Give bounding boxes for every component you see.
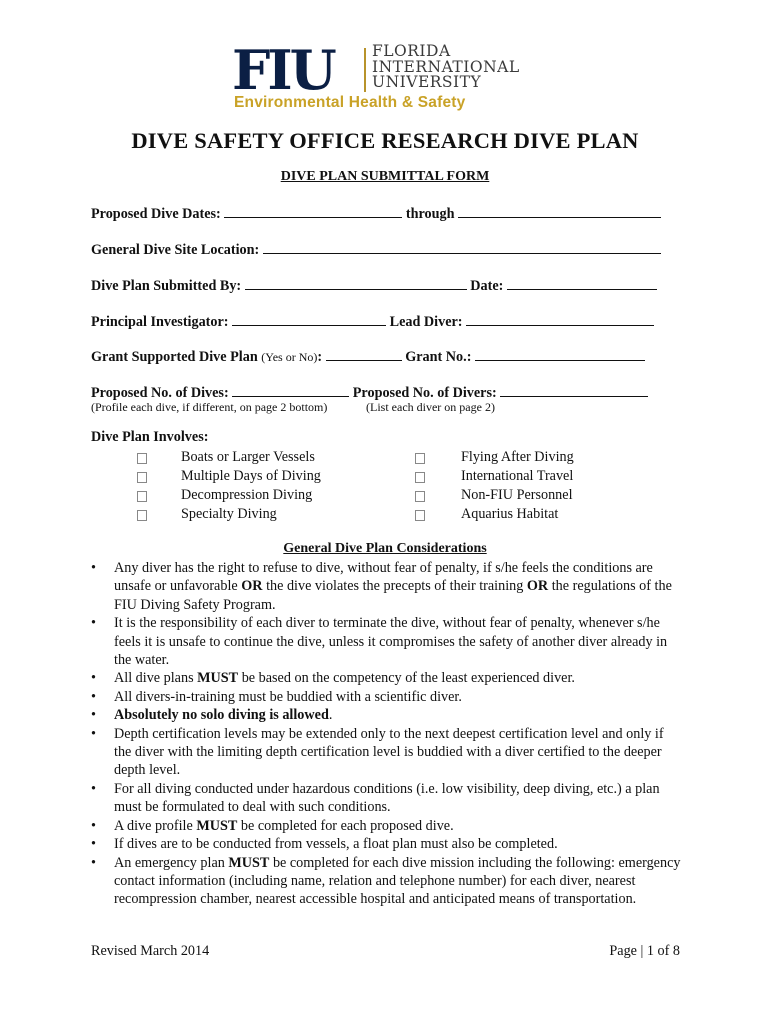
- university-name-line-3: UNIVERSITY: [372, 73, 482, 91]
- emphasis-text: OR: [241, 578, 263, 595]
- emphasis-text: Absolutely no solo diving is allowed: [114, 707, 329, 724]
- list-item: [91, 725, 681, 780]
- grant-supported-field[interactable]: [326, 346, 402, 361]
- list-item: [91, 854, 681, 909]
- item-text: be completed for each proposed dive.: [237, 817, 454, 834]
- university-name: [372, 44, 520, 91]
- site-location-field[interactable]: [263, 239, 661, 254]
- emphasis-text: MUST: [197, 670, 239, 687]
- document-title: DIVE SAFETY OFFICE RESEARCH DIVE PLAN: [131, 128, 639, 153]
- emphasis-text: MUST: [228, 854, 270, 871]
- option-flying: Flying After Diving: [461, 449, 574, 465]
- bullet-icon: •: [91, 615, 96, 632]
- grant-no-label: Grant No.:: [405, 349, 472, 365]
- dive-dates-row: [91, 203, 661, 223]
- bullet-icon: •: [91, 836, 96, 853]
- considerations-list: [91, 559, 681, 909]
- option-boats: Boats or Larger Vessels: [181, 449, 315, 465]
- considerations-title: General Dive Plan Considerations: [283, 541, 487, 556]
- item-text: Any diver has the right to refuse to dive, without fear of penalty, if s/he feels the conditions are unsafe or unfavorable: [114, 560, 653, 595]
- checkbox-decompression[interactable]: [137, 491, 147, 502]
- form-subtitle: DIVE PLAN SUBMITTAL FORM: [280, 169, 490, 184]
- num-divers-note: (List each diver on page 2): [366, 400, 495, 414]
- option-multiple-days: Multiple Days of Diving: [181, 468, 321, 484]
- option-decompression: Decompression Diving: [181, 487, 313, 503]
- option-non-fiu: Non-FIU Personnel: [461, 487, 573, 503]
- bullet-icon: •: [91, 817, 96, 834]
- grant-row: [91, 346, 645, 366]
- checkbox-international[interactable]: [415, 472, 425, 483]
- submitted-by-label: Dive Plan Submitted By:: [91, 278, 242, 294]
- list-item: [91, 559, 681, 614]
- list-item: [91, 688, 681, 706]
- fiu-mark: [232, 38, 360, 102]
- fiu-logo: [232, 38, 552, 116]
- list-item: [91, 817, 681, 835]
- num-dives-note: (Profile each dive, if different, on page 2 bottom): [91, 400, 328, 414]
- item-text: be based on the competency of the least experienced diver.: [238, 670, 575, 687]
- item-text: A dive profile: [114, 817, 197, 834]
- item-text: If dives are to be conducted from vessels, a float plan must also be completed.: [114, 836, 558, 853]
- item-text: .: [328, 707, 333, 724]
- grant-colon: :: [317, 349, 323, 365]
- site-location-row: [91, 239, 661, 259]
- list-item: [91, 835, 681, 853]
- submitted-by-row: [91, 275, 657, 295]
- principal-investigator-label: Principal Investigator:: [91, 314, 229, 330]
- checkbox-boats[interactable]: [137, 453, 147, 464]
- date-label: Date:: [470, 278, 504, 294]
- num-dives-field[interactable]: [232, 382, 349, 397]
- item-text: An emergency plan: [114, 854, 229, 871]
- grant-no-field[interactable]: [475, 346, 645, 361]
- lead-diver-field[interactable]: [466, 311, 654, 326]
- bullet-icon: •: [91, 707, 96, 724]
- revision-date: Revised March 2014: [91, 943, 210, 959]
- emphasis-text: MUST: [196, 817, 238, 834]
- num-dives-label: Proposed No. of Dives:: [91, 385, 229, 401]
- checkbox-specialty[interactable]: [137, 510, 147, 521]
- list-item: [91, 706, 681, 724]
- date-field[interactable]: [507, 275, 657, 290]
- emphasis-text: OR: [526, 578, 549, 595]
- dive-dates-label: Proposed Dive Dates:: [91, 206, 221, 222]
- principal-investigator-field[interactable]: [232, 311, 386, 326]
- item-text: For all diving conducted under hazardous conditions (i.e. low visibility, deep diving, etc.) a plan must be formulated to deal with such conditions.: [114, 780, 660, 816]
- investigator-row: [91, 311, 654, 331]
- bullet-icon: •: [91, 688, 96, 705]
- option-international: International Travel: [461, 468, 574, 484]
- dive-dates-start-field[interactable]: [224, 203, 402, 218]
- university-name-line-2: INTERNATIONAL: [372, 57, 520, 76]
- bullet-icon: •: [91, 670, 96, 687]
- site-location-label: General Dive Site Location:: [91, 242, 260, 258]
- option-aquarius: Aquarius Habitat: [461, 506, 559, 522]
- checkbox-non-fiu[interactable]: [415, 491, 425, 502]
- item-text: Depth certification levels may be extended only to the next deepest certification level and only if the diver with the limiting depth certification level is buddied with a diver certified to the deeper depth level.: [114, 725, 664, 779]
- num-divers-label: Proposed No. of Divers:: [352, 385, 497, 401]
- dives-divers-row: [91, 382, 648, 402]
- item-text: be completed for each dive mission including the following: emergency contact information (including name, relation and telephone number) for each diver, nearest recompression chamber, nearest accessible hospital and anticipated means of transportation.: [114, 854, 681, 908]
- dive-dates-end-field[interactable]: [458, 203, 661, 218]
- bullet-icon: •: [91, 725, 96, 742]
- logo-divider: [364, 48, 366, 92]
- item-text: All dive plans: [114, 670, 198, 687]
- checkbox-multiple-days[interactable]: [137, 472, 147, 483]
- item-text: the dive violates the precepts of their training: [262, 578, 527, 595]
- involves-label: Dive Plan Involves:: [91, 429, 209, 445]
- checkbox-flying[interactable]: [415, 453, 425, 464]
- lead-diver-label: Lead Diver:: [389, 314, 463, 330]
- bullet-icon: •: [91, 780, 96, 797]
- item-text: It is the responsibility of each diver to terminate the dive, without fear of penalty, whenever s/he feels it is unsafe to continue the dive, unless it compromises the safety of another diver already in the water.: [114, 615, 668, 669]
- list-item: [91, 780, 681, 817]
- bullet-icon: •: [91, 854, 96, 871]
- bullet-icon: •: [91, 560, 96, 576]
- list-item: [91, 614, 681, 669]
- through-label: through: [405, 206, 455, 222]
- page-number: Page | 1 of 8: [609, 943, 680, 959]
- grant-yes-no-hint: (Yes or No): [261, 350, 318, 364]
- university-name-line-1: FLORIDA: [372, 42, 451, 60]
- list-item: [91, 669, 681, 687]
- num-divers-field[interactable]: [500, 382, 648, 397]
- fiu-mark-text: FIU: [232, 38, 334, 102]
- item-text: the regulations of the FIU Diving Safety Program.: [114, 578, 672, 613]
- submitted-by-field[interactable]: [245, 275, 467, 290]
- grant-supported-label: Grant Supported Dive Plan: [91, 349, 258, 365]
- item-text: All divers-in-training must be buddied with a scientific diver.: [114, 688, 462, 705]
- checkbox-aquarius[interactable]: [415, 510, 425, 521]
- department-name: Environmental Health & Safety: [234, 94, 466, 111]
- option-specialty: Specialty Diving: [181, 506, 277, 522]
